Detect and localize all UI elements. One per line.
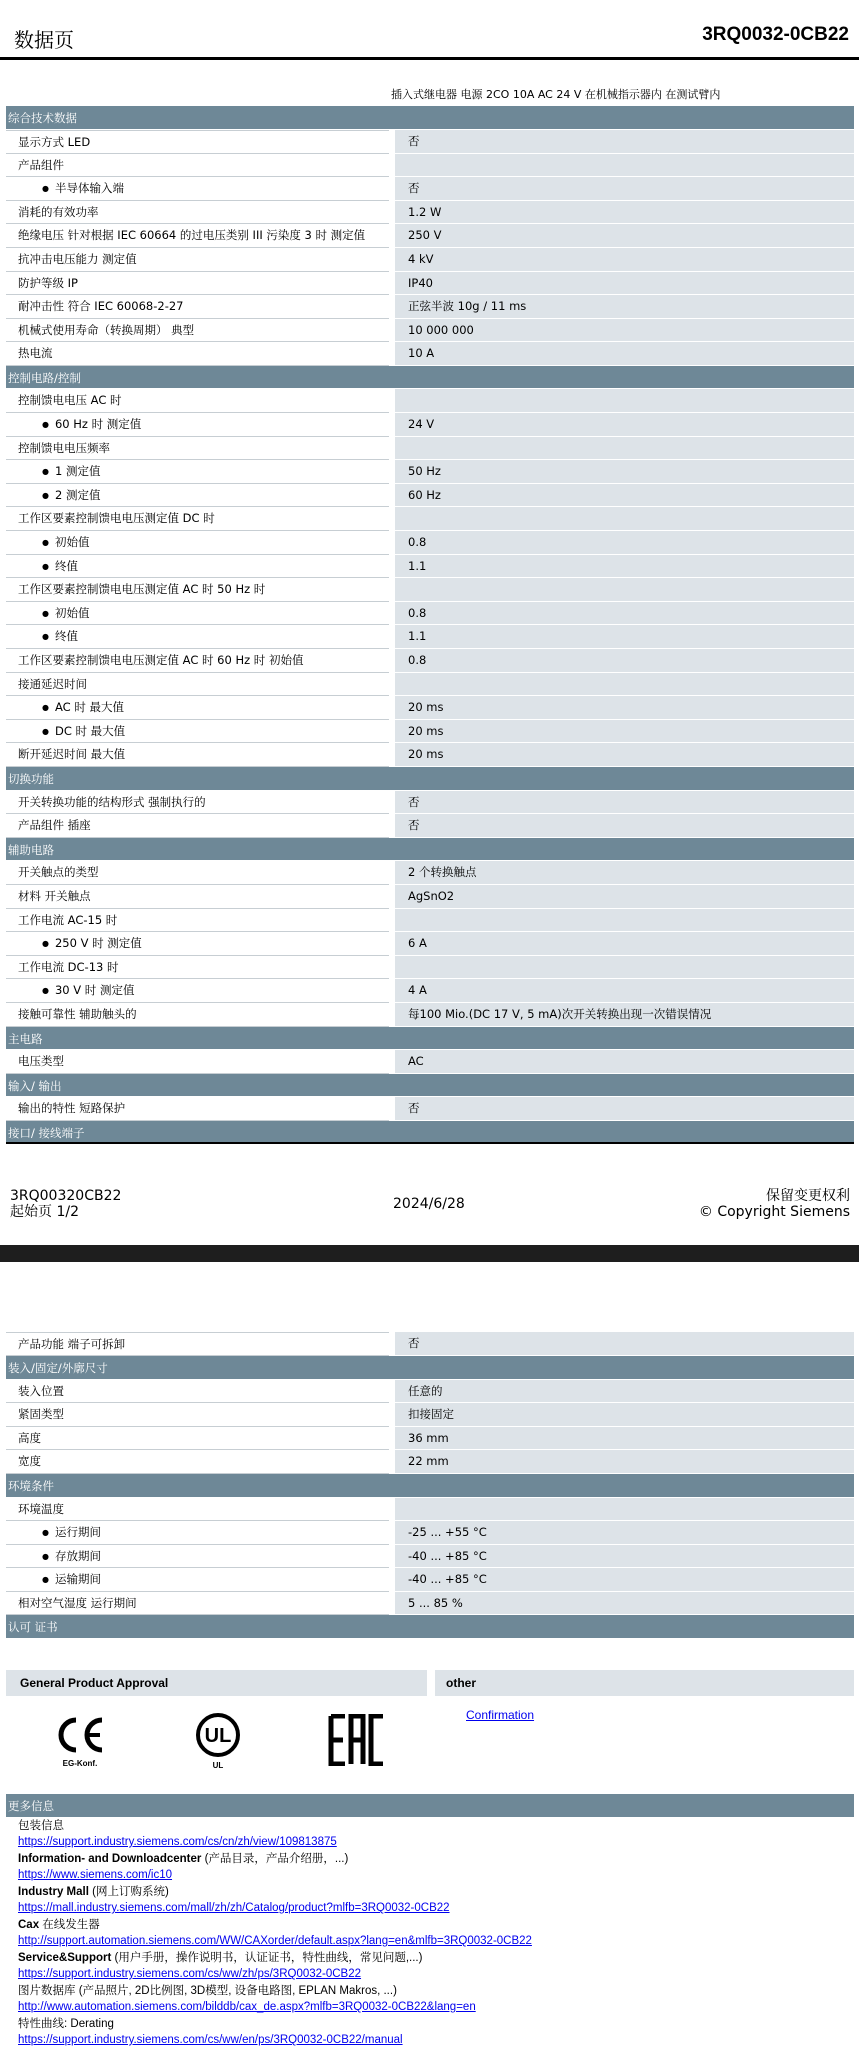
spec-value: 正弦半波 10g / 11 ms — [395, 295, 854, 319]
spec-row — [6, 1521, 854, 1545]
more-info-link[interactable]: https://support.industry.siemens.com/cs/ww/zh/ps/3RQ0032-0CB22 — [18, 1968, 362, 1981]
more-info-item — [18, 1917, 854, 1950]
spec-label: 工作区要素控制馈电电压测定值 AC 时 60 Hz 时 初始值 — [6, 649, 389, 673]
spec-value — [395, 673, 854, 697]
spec-value: 每100 Mio.(DC 17 V, 5 mA)次开关转换出现一次错误情况 — [395, 1003, 854, 1027]
ul-caption: UL — [212, 1761, 224, 1770]
more-info-item — [18, 1884, 854, 1917]
spec-label: 防护等级 IP — [6, 272, 389, 296]
spec-value — [395, 956, 854, 980]
spec-label: 相对空气湿度 运行期间 — [6, 1592, 389, 1616]
spec-row — [6, 814, 854, 838]
spec-value: 任意的 — [395, 1380, 854, 1404]
spec-label: 高度 — [6, 1427, 389, 1451]
spec-value — [395, 507, 854, 531]
spec-row — [6, 154, 854, 178]
spec-row — [6, 673, 854, 697]
more-info-item — [18, 1851, 854, 1884]
more-info-title — [18, 1983, 854, 2000]
spec-label: 产品组件 — [6, 154, 389, 178]
spec-row — [6, 861, 854, 885]
spec-value: 1.2 W — [395, 201, 854, 225]
spec-row — [6, 1403, 854, 1427]
spec-row — [6, 389, 854, 413]
footer-left — [10, 1188, 121, 1220]
spec-label: 工作区要素控制馈电电压测定值 DC 时 — [6, 507, 389, 531]
spec-label: 开关转换功能的结构形式 强制执行的 — [6, 791, 389, 815]
spec-label: 产品功能 端子可拆卸 — [6, 1332, 389, 1356]
more-info-title-text: 在线发生器 — [39, 1918, 100, 1931]
spec-label: ● 终值 — [6, 555, 389, 579]
more-info-title — [18, 1950, 854, 1967]
page-separator — [0, 1245, 859, 1262]
spec-value: 否 — [395, 177, 854, 201]
more-info-title — [18, 1917, 854, 1934]
approvals-section — [6, 1670, 854, 1796]
spec-row — [6, 177, 854, 201]
spec-label: 产品组件 插座 — [6, 814, 389, 838]
spec-label: 机械式使用寿命（转换周期） 典型 — [6, 319, 389, 343]
more-info-title-text: (网上订购系统) — [88, 1885, 169, 1898]
more-info-link[interactable]: https://mall.industry.siemens.com/mall/zh/zh/Catalog/product?mlfb=3RQ0032-0CB22 — [18, 1902, 450, 1915]
spec-row — [6, 201, 854, 225]
spec-row — [6, 1050, 854, 1074]
spec-label: ● 运行期间 — [6, 1521, 389, 1545]
spec-row — [6, 696, 854, 720]
more-info-title-text: (产品目录，产品介绍册，...) — [201, 1852, 349, 1865]
spec-row — [6, 956, 854, 980]
section-header: 接口/ 接线端子 — [6, 1121, 854, 1145]
spec-label: 工作区要素控制馈电电压测定值 AC 时 50 Hz 时 — [6, 578, 389, 602]
spec-value: 10 000 000 — [395, 319, 854, 343]
spec-row — [6, 743, 854, 767]
spec-value: 0.8 — [395, 649, 854, 673]
spec-label: ● 2 测定值 — [6, 484, 389, 508]
spec-value: 20 ms — [395, 696, 854, 720]
footer-rights: 保留变更权利 — [766, 1188, 850, 1204]
spec-value: 5 ... 85 % — [395, 1592, 854, 1616]
spec-label: ● 初始值 — [6, 531, 389, 555]
spec-row — [6, 1592, 854, 1616]
spec-value: 2 个转换触点 — [395, 861, 854, 885]
more-info-title-text: (用户手册，操作说明书，认证证书，特性曲线，常见问题,...) — [111, 1951, 423, 1964]
spec-label: ● 半导体输入端 — [6, 177, 389, 201]
spec-row — [6, 649, 854, 673]
spec-row — [6, 625, 854, 649]
spec-label: ● 250 V 时 测定值 — [6, 932, 389, 956]
spec-value — [395, 437, 854, 461]
spec-label: ● AC 时 最大值 — [6, 696, 389, 720]
section-header: 控制电路/控制 — [6, 366, 854, 390]
spec-value: 否 — [395, 791, 854, 815]
section-header: 综合技术数据 — [6, 106, 854, 130]
spec-value: IP40 — [395, 272, 854, 296]
spec-label: ● 60 Hz 时 测定值 — [6, 413, 389, 437]
spec-label: 显示方式 LED — [6, 130, 389, 154]
more-info-link[interactable]: http://support.automation.siemens.com/WW/CAXorder/default.aspx?lang=en&mlfb=3RQ0032-0CB22 — [18, 1935, 532, 1948]
spec-value: 20 ms — [395, 720, 854, 744]
spec-label: 电压类型 — [6, 1050, 389, 1074]
spec-value: AgSnO2 — [395, 885, 854, 909]
spec-row — [6, 1450, 854, 1474]
more-info-title-bold: Cax — [18, 1918, 40, 1931]
ul-mark-icon — [193, 1712, 243, 1770]
more-info-title — [18, 1851, 854, 1868]
spec-table-page-1 — [6, 106, 854, 1144]
spec-row — [6, 1003, 854, 1027]
spec-value: 0.8 — [395, 531, 854, 555]
spec-label: 工作电流 AC-15 时 — [6, 909, 389, 933]
spec-value — [395, 909, 854, 933]
spec-label: 接触可靠性 辅助触头的 — [6, 1003, 389, 1027]
approval-logos — [6, 1696, 854, 1796]
more-info-title-bold: Service&Support — [18, 1951, 112, 1964]
footer-date: 2024/6/28 — [393, 1196, 465, 1212]
spec-value — [395, 578, 854, 602]
spec-value: -25 ... +55 °C — [395, 1521, 854, 1545]
spec-row — [6, 248, 854, 272]
more-info-title-text: 图片数据库 (产品照片, 2D比例图, 3D模型, 设备电路图, EPLAN Makros, ...) — [18, 1984, 397, 1997]
spec-value: 0.8 — [395, 602, 854, 626]
spec-label: 工作电流 DC-13 时 — [6, 956, 389, 980]
spec-value: -40 ... +85 °C — [395, 1568, 854, 1592]
spec-row — [6, 413, 854, 437]
section-header: 主电路 — [6, 1027, 854, 1051]
spec-row — [6, 531, 854, 555]
footer-copyright: © Copyright Siemens — [698, 1204, 850, 1220]
spec-label: 接通延迟时间 — [6, 673, 389, 697]
spec-row — [6, 1380, 854, 1404]
spec-label: 绝缘电压 针对根据 IEC 60664 的过电压类别 III 污染度 3 时 测定值 — [6, 224, 389, 248]
more-info-link[interactable]: https://support.industry.siemens.com/cs/ww/en/ps/3RQ0032-0CB22/manual — [18, 2034, 403, 2047]
spec-row — [6, 602, 854, 626]
spec-label: 控制馈电电压 AC 时 — [6, 389, 389, 413]
section-header: 输入/ 输出 — [6, 1074, 854, 1098]
spec-value: 4 A — [395, 979, 854, 1003]
spec-row — [6, 507, 854, 531]
more-info-item — [18, 1983, 854, 2016]
more-info-list — [6, 1818, 854, 2049]
approvals-col-general: General Product Approval — [6, 1670, 427, 1696]
section-header: 装入/固定/外廓尺寸 — [6, 1356, 854, 1380]
spec-label: 宽度 — [6, 1450, 389, 1474]
spec-value: 否 — [395, 1097, 854, 1121]
ce-mark-icon — [50, 1714, 110, 1768]
footer-page-number: 起始页 1/2 — [10, 1204, 79, 1220]
approvals-header — [6, 1670, 854, 1696]
spec-label: 控制馈电电压频率 — [6, 437, 389, 461]
page-title: 数据页 — [14, 28, 74, 52]
spec-value — [395, 154, 854, 178]
spec-value: 10 A — [395, 342, 854, 366]
spec-row — [6, 484, 854, 508]
spec-label: ● 30 V 时 测定值 — [6, 979, 389, 1003]
spec-row — [6, 720, 854, 744]
spec-value: 36 mm — [395, 1427, 854, 1451]
spec-value: 6 A — [395, 932, 854, 956]
spec-row — [6, 979, 854, 1003]
more-info-link[interactable]: https://www.siemens.com/ic10 — [18, 1869, 173, 1882]
spec-row — [6, 791, 854, 815]
more-info-link[interactable]: http://www.automation.siemens.com/bilddb/cax_de.aspx?mlfb=3RQ0032-0CB22&lang=en — [18, 2001, 476, 2014]
spec-value: 20 ms — [395, 743, 854, 767]
more-info-item — [18, 2016, 854, 2049]
spec-label: 材料 开关触点 — [6, 885, 389, 909]
spec-row — [6, 295, 854, 319]
more-info-title-text: 包装信息 — [18, 1819, 64, 1832]
more-info-item — [18, 1950, 854, 1983]
spec-row — [6, 437, 854, 461]
spec-row — [6, 460, 854, 484]
spec-label: 紧固类型 — [6, 1403, 389, 1427]
spec-label: ● 终值 — [6, 625, 389, 649]
spec-label: ● 存放期间 — [6, 1545, 389, 1569]
spec-value: 250 V — [395, 224, 854, 248]
spec-label: 装入位置 — [6, 1380, 389, 1404]
ce-caption: EG-Konf. — [62, 1759, 98, 1768]
spec-value: 50 Hz — [395, 460, 854, 484]
spec-row — [6, 319, 854, 343]
spec-label: 环境温度 — [6, 1498, 389, 1522]
spec-label: 耐冲击性 符合 IEC 60068-2-27 — [6, 295, 389, 319]
more-info-item — [18, 1818, 854, 1851]
spec-table-page-2 — [6, 1332, 854, 1639]
section-header: 更多信息 — [6, 1794, 854, 1818]
spec-row — [6, 342, 854, 366]
footer-right — [699, 1188, 850, 1220]
spec-row — [6, 1097, 854, 1121]
spec-row — [6, 885, 854, 909]
more-info-section — [6, 1794, 854, 2049]
more-info-link[interactable]: https://support.industry.siemens.com/cs/cn/zh/view/109813875 — [18, 1836, 337, 1849]
eac-mark-icon — [326, 1714, 388, 1769]
section-header: 辅助电路 — [6, 838, 854, 862]
spec-label: ● 初始值 — [6, 602, 389, 626]
spec-row — [6, 272, 854, 296]
spec-label: 消耗的有效功率 — [6, 201, 389, 225]
spec-value: 否 — [395, 1332, 854, 1356]
page-header — [0, 0, 859, 60]
more-info-title — [18, 1884, 854, 1901]
spec-row — [6, 909, 854, 933]
section-header: 环境条件 — [6, 1474, 854, 1498]
spec-value: 1.1 — [395, 625, 854, 649]
spec-row — [6, 224, 854, 248]
spec-value: 否 — [395, 814, 854, 838]
product-number: 3RQ0032-0CB22 — [702, 24, 849, 45]
spec-value — [395, 389, 854, 413]
spec-label: 断开延迟时间 最大值 — [6, 743, 389, 767]
spec-row — [6, 1498, 854, 1522]
confirmation-link[interactable]: Confirmation — [466, 1708, 535, 1722]
more-info-title — [18, 1818, 854, 1835]
section-header: 切换功能 — [6, 767, 854, 791]
spec-row — [6, 1332, 854, 1356]
spec-value: 1.1 — [395, 555, 854, 579]
spec-label: 开关触点的类型 — [6, 861, 389, 885]
spec-label: 抗冲击电压能力 测定值 — [6, 248, 389, 272]
datasheet-page-2 — [0, 1262, 859, 2059]
spec-value: 60 Hz — [395, 484, 854, 508]
spec-label: ● 运输期间 — [6, 1568, 389, 1592]
spec-value: 否 — [395, 130, 854, 154]
spec-value: 扣接固定 — [395, 1403, 854, 1427]
spec-row — [6, 1545, 854, 1569]
spec-row — [6, 130, 854, 154]
more-info-title-text: 特性曲线: Derating — [18, 2017, 114, 2030]
spec-label: ● 1 测定值 — [6, 460, 389, 484]
more-info-title — [18, 2016, 854, 2033]
spec-value: 4 kV — [395, 248, 854, 272]
spec-value — [395, 1498, 854, 1522]
spec-row — [6, 1568, 854, 1592]
spec-row — [6, 555, 854, 579]
spec-label: 热电流 — [6, 342, 389, 366]
svg-text:UL: UL — [204, 1725, 232, 1747]
spec-value: 24 V — [395, 413, 854, 437]
spec-label: ● DC 时 最大值 — [6, 720, 389, 744]
spec-row — [6, 932, 854, 956]
spec-value: -40 ... +85 °C — [395, 1545, 854, 1569]
footer-article: 3RQ00320CB22 — [10, 1188, 122, 1204]
approvals-col-other: other — [435, 1670, 854, 1696]
spec-row — [6, 1427, 854, 1451]
spec-value: 22 mm — [395, 1450, 854, 1474]
more-info-title-bold: Information- and Downloadcenter — [18, 1852, 202, 1865]
more-info-title-bold: Industry Mall — [18, 1885, 89, 1898]
spec-row — [6, 578, 854, 602]
spec-value: AC — [395, 1050, 854, 1074]
section-header: 认可 证书 — [6, 1615, 854, 1639]
spec-label: 输出的特性 短路保护 — [6, 1097, 389, 1121]
product-description: 插入式继电器 电源 2CO 10A AC 24 V 在机械指示器内 在测试臂内 — [391, 88, 721, 101]
